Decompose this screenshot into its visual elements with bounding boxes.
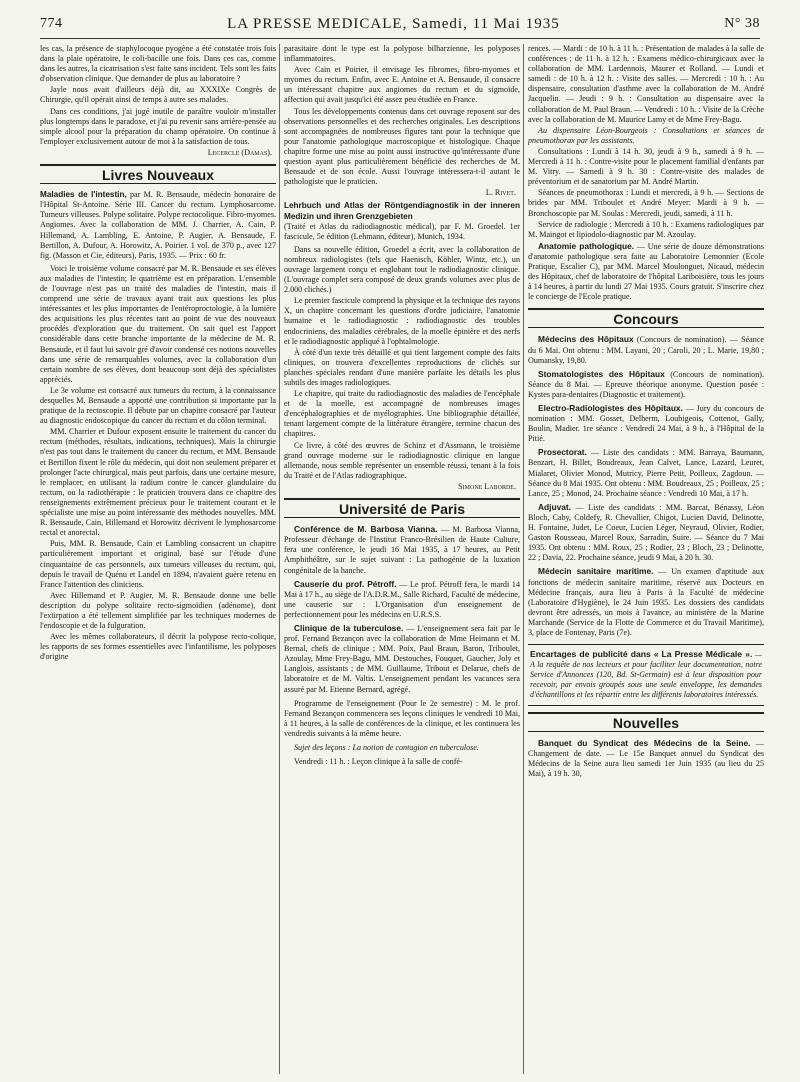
book-title: Maladies de l'intestin, [40,190,127,200]
column-2 [284,44,520,1074]
book-review-entry [40,190,276,261]
paragraph: À côté d'un texte très détaillé et qui tient largement compte des faits cliniques, on trouvera d'excellentes reproductions de clichés sur planches spéciales rendant d'une manière parfaite les détails les plus subtils des images radiologiques. [284,347,520,387]
entry-title: Clinique de la tuberculose. [294,622,404,633]
entry-text: — Une série de douze démonstrations d'anatomie pathologique sera faite au Laboratoire Lemonnier (Ecole Pratique, Escalier C), par MM. Marcel Moulonguet, Nicaud, médecin des Hôpitaux, chef de laboratoire de l'hôpital Lariboisière, tous les jours à 14 heures, à partir du lundi 27 Mai 1935. Cours gratuit. S'inscrire chez le concierge de l'Ecole pratique. [528,241,764,302]
entry-text: — Un examen d'aptitude aux fonctions de médecin sanitaire maritime, réservé aux Docteurs en Médecine français, aura lieu à Paris à la Faculté de médecine (Laboratoire d'Hygiène), le 24 Juin 1935. Les dossiers des candidats devront être adressés, un mois à l'avance, au ministère de la Marine Marchande (Service de la Flotte de Commerce et du Travail Maritime), 3, place de Fontenay, Paris (7e). [528,567,764,637]
book-details: (Traité et Atlas du radiodiagnostic médical), par F. M. Groedel. 1er fascicule, 5e édition (Lehmann, éditeur), Munich, 1934. [284,221,520,241]
paragraph: Au dispensaire Léon-Bourgeois : Consultations et séances de pneumothorax par les assistants. [528,125,764,145]
entry-title: Adjuvat. [538,501,572,512]
paragraph: rences. — Mardi : de 10 h. à 11 h. : Présentation de malades à la salle de conférences ; de 11 h. à 12 h. : Examens médico-chirurgicaux avec la collaboration de MM. Lardennois, Maurer et Rolland. — Lundi et samedi : de 10 h. à 12 h. : Visite des salles. — Mercredi : 10 h. : Au dispensaire, consultation d'asthme avec la collaboration de M. André Jacquelin. — Jeudi : 9 h. : Consultation au dispensaire avec la collaboration de M. Paul Braun. — Vendredi : 10 h. : Visite de la Crèche avec la collaboration de M. Maurice Lamy et de Mme Frey-Bagu. [528,44,764,124]
news-entry [284,756,520,767]
paragraph: Dans sa nouvelle édition, Groedel a écrit, avec la collaboration de nombreux radiologistes (tels que Haenisch, Köhler, Wintz, etc.), un ouvrage largement conçu et englobant tout le radiodiagnostic clinique. (L'ouvrage complet sera composé de deux grands volumes avec plus de 2.000 clichés.) [284,244,520,295]
paragraph: Voici le troisième volume consacré par M. R. Bensaude et ses élèves aux maladies de l'intestin; le quatrième est en préparation. L'ensemble de l'ouvrage n'est pas un traité des maladies de l'intestin, mais il comprend une série de travaux ayant trait aux questions les plus intéressantes et les plus importantes de l'entéroproctologie, à la lumière des acquisitions les plus récentes tant au point de vue des nouveaux procédés d'exploration que du traitement. On sait quel est l'apport considérable dans cette branche importante de la médecine de M. R. Bensaude, et il faut lui savoir gré d'avoir condensé ces notions nouvelles dans une série de remarquables volumes, avec la collaboration d'un certain nombre de ses élèves, dont beaucoup sont déjà des spécialistes appréciés. [40,263,276,384]
column-divider [523,44,524,1074]
news-entry [528,241,764,303]
entry-text: — Changement de date. — Le 15e Banquet annuel du Syndicat des Médecins de la Seine aura lieu samedi 1er Juin 1935 (au lieu du 25 Mai), à 19 h. 30, [528,738,764,778]
entry-text: (Concours de nomination). — Séance du 6 Mai. Ont obtenu : MM. Layani, 20 ; Caroli, 20 ; L. Marie, 19,80 ; Oumansky, 19,80. [528,335,764,365]
news-entry [284,524,520,575]
paragraph: Service de radiologie : Mercredi à 10 h. : Examens radiologiques par M. Maingot et lipiodolo-diagnostic par M. Azoulay. [528,219,764,239]
book-review-entry [284,201,520,241]
paragraph: Dans ces conditions, j'ai jugé inutile de paraître vouloir m'installer plus longtemps dans le paradoxe, et j'ai pu revenir sans arrière-pensée au simple alcool pour la préparation du champ opératoire. On continue à l'employer exclusivement autour de moi à la satisfaction de tous. [40,106,276,146]
book-details: par M. R. Bensaude, médecin honoraire de l'Hôpital St-Antoine. Série III. Cancer du rectum. Lymphosarcome. Tumeurs villeuses. Polype solitaire. Polype rectocolique. Fibro-myomes. Angiomes. Avec la collaboration de MM. J. Charrier, A. Cain, P. Hillemand, A. Lambling, E. Antoine, P. Augier, A. Bensaude, F. Bertillon, A. Dufour, A. Horowitz, A. Poirier. 1 vol. de 370 p., avec 127 fig. (Masson et Cie, éditeurs), Paris, 1935. — Prix : 60 fr. [40,190,276,260]
entry-text: (Concours de nomination). Séance du 8 Mai. — Epreuve théorique anonyme. Question posée : Kystes para-dentaires (Diagnostic et traitement). [528,369,764,399]
section-heading-nouvelles: Nouvelles [528,712,764,732]
news-entry [528,369,764,400]
paragraph: MM. Charrier et Dufour exposent ensuite le traitement du cancer du rectum (méthodes, résultats, indications, techniques). Mais la chirurgie n'est pas tout dans le traitement du cancer du rectum, et MM. Bensaude et Bertillon fixent le rôle du médecin, qui doit non seulement préparer et prolonger l'acte chirurgical, mais peut parfois, dans une certaine mesure, le remplacer, en utilisant la radium contre le cancer glandulaire du rectum, ou la radiothérapie : le praticien trouvera dans ce chapitre des renseignements extrêmement précieux pour le traitement courant et le spécialiste une mise au point intéressante des méthodes nouvelles. MM. R. Bensaude, Cain, Hillemand et Horowitz décrivent le lymphosarcome rectal et anorectal. [40,427,276,538]
paragraph: Avec Cain et Poirier, il envisage les fibromes, fibro-myomes et myomes du rectum. Enfin, avec E. Antoine et A. Bensaude, il consacre un intéressant chapitre aux angiomes du rectum et du sigmoïde, affection qui avait jusqu'ici été assez peu étudiée en France. [284,65,520,105]
author-signature: Lecercle (Damas). [207,147,272,157]
news-entry [284,623,520,695]
advertising-notice-box [528,644,764,705]
section-heading-livres: Livres Nouveaux [40,164,276,184]
notice-text: — A la requête de nos lecteurs et pour faciliter leur documentation, notre Service d'Annonces (120, Bd. St-Germain) est à leur disposition pour recevoir, par envois groupés sous une seule enveloppe, les demandes d'échantillons et les répartir entre les différents laboratoires intéressés. [530,650,763,700]
paragraph: Ce livre, à côté des œuvres de Schinz et d'Assmann, le troisième grand ouvrage moderne sur le radiodiagnostic clinique en langue allemande, nous semble représenter un ensemble réussi, tenant à la fois du Traité et de l'Atlas radiographique. [284,440,520,480]
entry-text: Vendredi : 11 h. : Leçon clinique à la salle de confé- [294,757,463,767]
entry-text: Programme de l'enseignement (Pour le 2e semestre) : M. le prof. Fernand Bezançon commencera ses leçons cliniques le vendredi 10 Mai, à 11 heures, à la salle de conférences de la clinique, et les continuera les vendredis suivants à la même heure. [284,698,520,738]
entry-text: — Liste des candidats : MM. Barraya, Baumann, Benzart, H. Billet, Boudreaux, Jean Calvet, Lance, Lazard, Leuret, Mialaret, Olivier Monod, Mutricy, Pierre Petit, Poilleux, Zagdoun. — Séance du 8 Mai 1935. Ont obtenu : MM. Boudreaux, 25 ; Poilleux, 25 ; Lance, 25 ; Monod, 24. Prochaine séance : Vendredi 10 Mai, à 17 h. [528,448,764,498]
journal-title: LA PRESSE MEDICALE, Samedi, 11 Mai 1935 [227,15,560,32]
news-entry [528,447,764,498]
paragraph: Jayle nous avait d'ailleurs déjà dit, au XXXIXe Congrès de Chirurgie, qu'il opérait ainsi de temps à autre ses malades. [40,85,276,105]
entry-text: — Le prof. Pétroff fera, le mardi 14 Mai à 17 h., au siège de l'A.D.R.M., Salle Richard, Faculté de médecine, une causerie sur : L'Organisation d'un enseignement de perfectionnement pour les médecins en U.R.S.S. [284,579,520,619]
paragraph: les cas, la présence de staphylocoque pyogène a été constatée trois fois dans la plaie opératoire, le coli-bacille une fois. Dans ces cas, comme dans les autres, la cicatrisation s'est faite sans incident. Tels sont les faits d'observation clinique. Que demander de plus au laboratoire ? [40,44,276,84]
issue-number: N° 38 [724,16,760,31]
entry-title: Médecins des Hôpitaux [538,334,634,345]
paragraph: Puis, MM. R. Bensaude, Cain et Lambling consacrent un chapitre particulièrement important et original, basé sur l'étude d'une cinquantaine de cas personnels, aux tumeurs villeuses du rectum, qui, depuis le travail de Quénu et Landel en 1894, n'avaient guère retenu en France l'attention des cliniciens. [40,539,276,589]
entry-text: — M. Barbosa Vianna, Professeur d'échange de l'Institut Franco-Brésilien de Haute Culture, fera une conférence, le jeudi 16 Mai 1935, à 17 heures, au Petit Amphithéâtre, sur le sujet suivant : La pathogénie de la luxation congénitale de la hanche. [284,525,520,575]
paragraph: Le chapitre, qui traite du radiodiagnostic des maladies de l'encéphale et de la moelle, est accompagné de nombreuses images d'encéphalographies et de myélographies. Une bibliographie détaillée, tenant largement compte de la littérature étrangère, termine chacun des chapitres. [284,389,520,439]
paragraph: Le premier fascicule comprend la physique et la technique des rayons X, un chapitre concernant les questions d'ordre judiciaire, l'anatomie humaine et le radiodiagnostic : radiodiagnostic des troubles endocriniens, des maladies cérébrales, de la moelle épinière et des nerfs et le radiodiagnostic appliqué à l'ophtalmologie. [284,296,520,346]
column-3 [528,44,764,1074]
column-divider [279,44,280,1074]
book-title: Lehrbuch und Atlas der Röntgendiagnostik in der inneren Medizin und ihren Grenzgebieten [284,201,520,221]
entry-title: Médecin sanitaire maritime. [538,566,654,577]
entry-title: Electro-Radiologistes des Hôpitaux. [538,403,683,413]
entry-text: Sujet des leçons : La notion de contagion en tuberculose. [294,743,479,752]
page-number: 774 [40,16,63,31]
entry-title: Stomatologistes des Hôpitaux [538,368,665,379]
news-entry [528,738,764,779]
news-entry [528,566,764,638]
page-header [40,12,760,36]
section-heading-concours: Concours [528,308,764,328]
news-entry [528,502,764,564]
entry-text: — Jury du concours de nomination : MM. Gosset, Delherm, Loubigeois, Cottenot, Gally, Boulin, Madier. 1re séance : Vendredi 24 Mai, à 9 h., à l'Hôpital de la Pitié. [528,404,764,444]
section-heading-universite: Université de Paris [284,498,520,518]
entry-title: Banquet du Syndicat des Médecins de la Seine. [538,737,751,748]
paragraph: parasitaire dont le type est la polypose bilharzienne, les polyposes inflammatoires. [284,44,520,64]
entry-title: Causerie du prof. Pétroff. [294,578,397,589]
notice-title: Encartages de publicité dans « La Presse Médicale ». [530,649,753,660]
entry-title: Prosectorat. [538,447,587,458]
header-rule [40,38,760,39]
entry-text: — L'enseignement sera fait par le prof. Fernand Bezançon avec la collaboration de Mme Heimann et M. Bernal, chefs de clinique ; MM. Poix, Paul Braun, Baron, Triboulet, Azoulay, Mme Frey-Bagu, MM. Destouches, Fouquet, Gaucher, Joly et Langlois, assistants ; de MM. Guillaume, Tribout et Delarue, chefs de laboratoire et de M. Valtis. L'enseignement pendant les vacances sera assuré par M. Etienne Bernard, agrégé. [284,623,520,694]
author-signature: L. Rivet. [485,188,516,198]
entry-title: Conférence de M. Barbosa Vianna. [294,524,438,535]
paragraph: Le 3e volume est consacré aux tumeurs du rectum, à la connaissance desquelles M. Bensaude a apporté une contribution si importante par la pratique de la rectoscopie. Il débute par un chapitre consacré par l'auteur au diagnostic endoscopique du cancer du rectum et du côlon terminal. [40,385,276,426]
news-entry [528,334,764,365]
author-signature: Simone Laborde. [458,481,516,491]
entry-title: Anatomie pathologique. [538,240,635,251]
column-1 [40,44,276,1074]
entry-text: — Liste des candidats : MM. Barcat, Bénassy, Léon Bloch, Caby, Coldefy, R. Chevallier, Chigot, Lucien David, Delinotte, H. Fontaine, Judet, Le Coeur, Lucien Léger, Neyraud, Olivier, Rodier, Gaston Rousseau, Marcel Roux, Sarradin, Suire. — Séance du 7 Mai 1935. Ont obtenu : MM. Roux, 25 ; Rodier, 23 ; Bloch, 23 ; Delinotte, 22 ; Davia, 22. Prochaine séance, jeudi 9 Mai, à 20 h. 30. [528,502,764,563]
paragraph: Tous les développements contenus dans cet ouvrage reposent sur des observations personnelles et des recherches originales. Les descriptions sont accompagnées de nombreuses figures tant pour la technique que pour l'anatomie pathologique macroscopique et histologique. Chaque chapitre forme une mise au point aussi instructive qu'intéressante d'une question ayant plus particulièrement bénéficié des recherches de M. Bensaude et de son école. Aussi l'ouvrage intéressera-t-il autant le pathologiste que le praticien. [284,106,520,187]
news-entry [284,579,520,620]
paragraph: Séances de pneumothorax : Lundi et mercredi, à 9 h. — Sections de brides par MM. Triboulet et André Meyer: Mardi à 9 h. — Bronchoscopie par M. Soulas : Mercredi, jeudi, samedi, à 11 h. [528,188,764,218]
news-entry [528,403,764,444]
paragraph: Avec les mêmes collaborateurs, il décrit la polypose recto-colique, les rapports de ses formes essentielles avec l'infantilisme, les polyposes d'origine [40,632,276,662]
paragraph: Consultations : Lundi à 14 h. 30, jeudi à 9 h., samedi à 9 h. — Mercredi à 11 h. : Contre-visite pour le placement familial d'enfants par M. Vitry. — Samedi à 9 h. 30 : Contre-visite des malades de préventorium et de sanatorium par M. André Martin. [528,146,764,187]
news-entry [284,698,520,739]
paragraph: Avec Hillemand et P. Augier, M. R. Bensaude donne une belle description du polype solitaire recto-sigmoïdien (adénome), dont l'extirpation a été tellement simplifiée par les techniques modernes de l'endoscopie et de la fulguration. [40,590,276,631]
news-entry [284,742,520,753]
